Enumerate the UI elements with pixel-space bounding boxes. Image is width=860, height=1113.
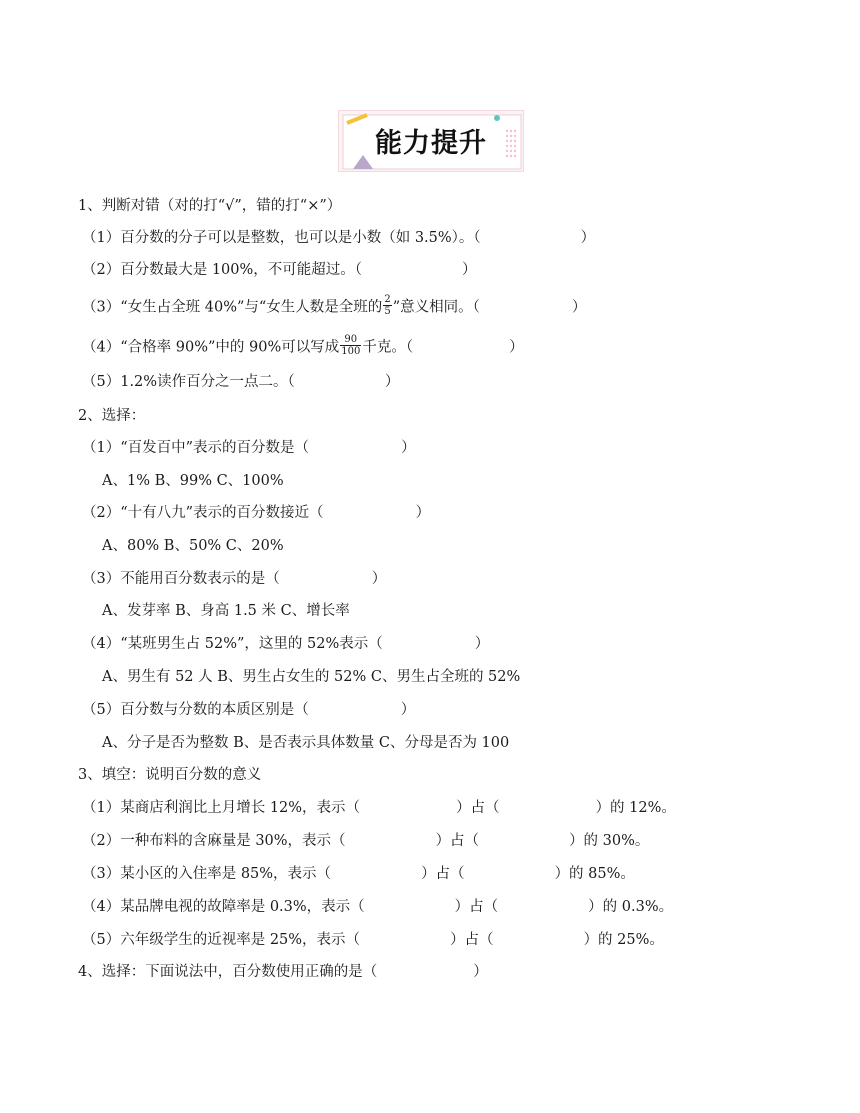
section1-q4: （4）“合格率 90%”中的 90%可以写成 $\frac{90}{100}$ 千克。（ ）	[82, 334, 524, 357]
section2-q5: （5）百分数与分数的本质区别是（ ）	[82, 702, 416, 718]
section1-q2: （2）百分数最大是 100%，不可能超过。（ ）	[82, 262, 477, 278]
fraction-2-5: $\frac{2}{5}$	[384, 294, 391, 317]
title-banner	[338, 110, 524, 172]
section2-q1: （1）“百发百中”表示的百分数是（ ）	[82, 440, 416, 456]
section2-q1-options: A、1% B、99% C、100%	[102, 473, 284, 489]
section2-q2: （2）“十有八九”表示的百分数接近（ ）	[82, 505, 431, 521]
section1-q3: （3）“女生占全班 40%”与“女生人数是全班的 $\frac{2}{5}$ ”意义相同。（ ）	[82, 294, 587, 317]
section2-q4: （4）“某班男生占 52%”，这里的 52%表示（ ）	[82, 636, 490, 652]
section1-q1: （1）百分数的分子可以是整数，也可以是小数（如 3.5%）。（ ）	[82, 230, 596, 246]
section1-q5: （5）1.2%读作百分之一点二。（ ）	[82, 374, 400, 390]
section3-q4: （4）某品牌电视的故障率是 0.3%，表示（ ）占（ ）的 0.3%。	[82, 899, 674, 915]
section2-q2-options: A、80% B、50% C、20%	[102, 538, 284, 554]
section3-q3: （3）某小区的入住率是 85%，表示（ ）占（ ）的 85%。	[82, 866, 635, 882]
section3-title: 3、填空：说明百分数的意义	[78, 767, 262, 783]
section2-q3: （3）不能用百分数表示的是（ ）	[82, 571, 387, 587]
section3-q1: （1）某商店利润比上月增长 12%，表示（ ）占（ ）的 12%。	[82, 800, 676, 816]
section2-title: 2、选择：	[78, 408, 146, 424]
section2-q3-options: A、发芽率 B、身高 1.5 米 C、增长率	[102, 603, 350, 619]
fraction-90-100: $\frac{90}{100}$	[341, 334, 361, 357]
section4-title: 4、选择：下面说法中，百分数使用正确的是（ ）	[78, 964, 488, 980]
section1-title: 1、判断对错（对的打“√”，错的打“×”）	[78, 198, 342, 214]
section3-q5: （5）六年级学生的近视率是 25%，表示（ ）占（ ）的 25%。	[82, 932, 664, 948]
section2-q4-options: A、男生有 52 人 B、男生占女生的 52% C、男生占全班的 52%	[102, 669, 521, 685]
banner-title: 能力提升	[375, 128, 487, 159]
section2-q5-options: A、分子是否为整数 B、是否表示具体数量 C、分母是否为 100	[102, 735, 510, 751]
section3-q2: （2）一种布料的含麻量是 30%，表示（ ）占（ ）的 30%。	[82, 833, 650, 849]
